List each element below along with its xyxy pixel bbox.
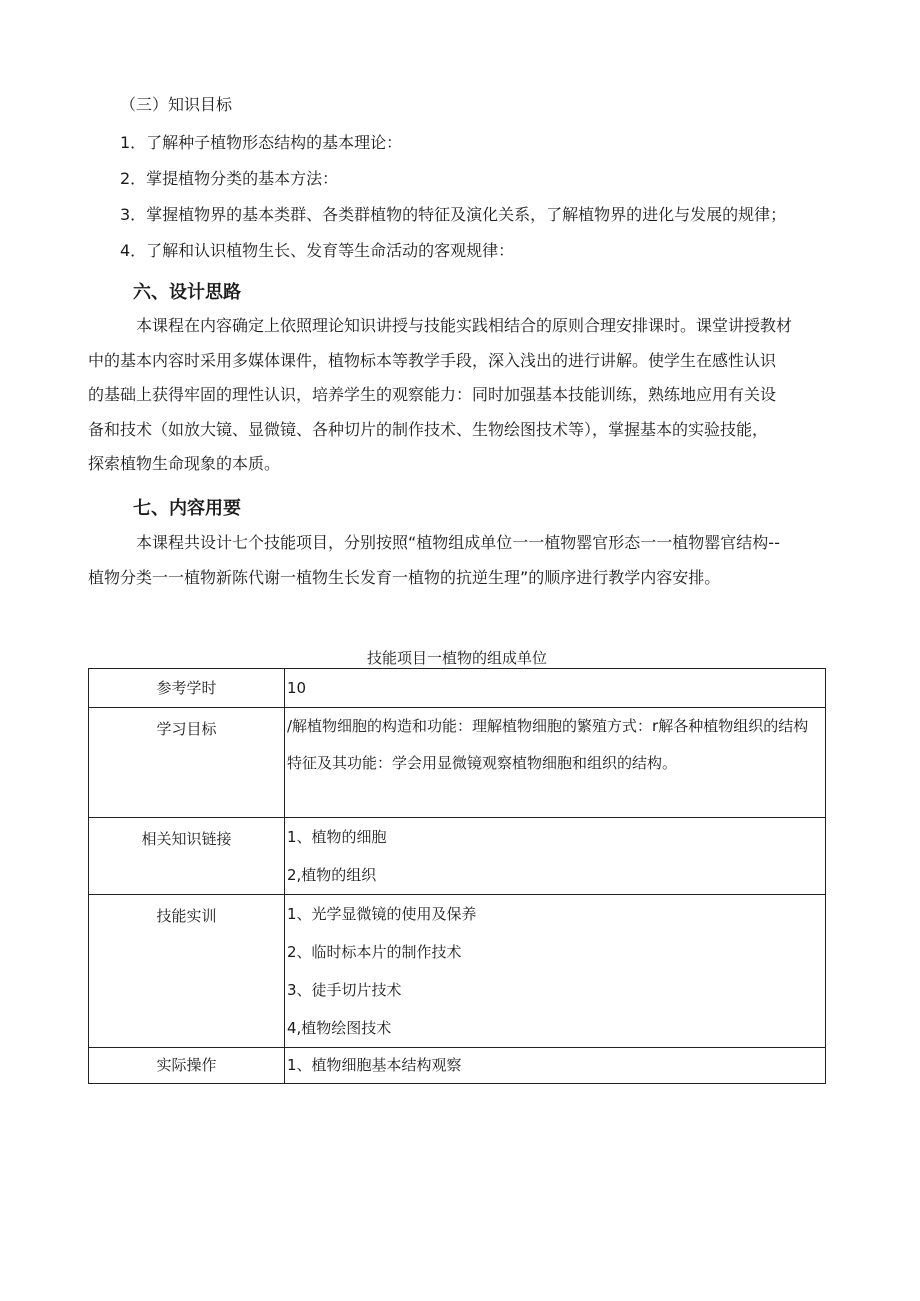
row-content xyxy=(285,708,826,818)
row-content xyxy=(285,669,826,708)
content-paragraph-line: 本课程共设计七个技能项目，分别按照“植物组成单位一一植物罂官形态一一植物罂官结构-- xyxy=(136,533,780,552)
table-row xyxy=(89,895,826,1048)
row-label: 相关知识链接 xyxy=(89,818,285,895)
row-label: 学习目标 xyxy=(89,708,285,818)
design-paragraph-line: 中的基本内容时采用多媒体课件，植物标本等教学手段，深入浅出的进行讲解。使学生在感性认识 xyxy=(88,350,777,370)
design-paragraph-line: 的基础上获得牢固的理性认识，培养学生的观察能力：同时加强基本技能训练，熟练地应用有关设 xyxy=(88,385,777,404)
section-heading-design: 六、设计思路 xyxy=(133,282,241,303)
content-paragraph-line: 植物分类一一植物新陈代谢一植物生长发育一植物的抗逆生理”的顺序进行教学内容安排。 xyxy=(88,567,721,587)
row-content xyxy=(285,818,826,895)
design-paragraph-line: 本课程在内容确定上依照理论知识讲授与技能实践相结合的原则合理安排课时。课堂讲授教材 xyxy=(136,316,793,335)
knowledge-goal-item: 4．了解和认识植物生长、发育等生命活动的客观规律： xyxy=(120,241,515,260)
row-content-line: 1、植物细胞基本结构观察 xyxy=(287,1056,462,1074)
row-label: 技能实训 xyxy=(89,895,285,1048)
skill-project-table xyxy=(88,668,826,1084)
row-content-text: /解植物细胞的构造和功能：理解植物细胞的繁殖方式：r解各种植物组织的结构特征及其功能：学会用显微镜观察植物细胞和组织的结构。 xyxy=(287,717,809,772)
row-content xyxy=(285,895,826,1048)
row-label: 参考学时 xyxy=(89,669,285,708)
row-content-line: 1、光学显微镜的使用及保养 xyxy=(287,905,477,923)
table-caption: 技能项目一植物的组成单位 xyxy=(366,649,547,667)
table-row xyxy=(89,818,826,895)
section-heading-content: 七、内容用要 xyxy=(133,498,241,519)
design-paragraph-line: 探索植物生命现象的本质。 xyxy=(88,454,281,473)
table-row xyxy=(89,708,826,818)
table-row xyxy=(89,1048,826,1084)
row-label: 实际操作 xyxy=(89,1048,285,1084)
row-content-line: 2、临时标本片的制作技术 xyxy=(287,943,462,961)
row-content-line: 1、植物的细胞 xyxy=(287,828,387,846)
row-content-line: 2,植物的组织 xyxy=(287,866,377,884)
row-content-line: 10 xyxy=(287,679,307,697)
row-content-line: 3、徒手切片技术 xyxy=(287,981,402,999)
design-paragraph xyxy=(88,309,840,482)
table-row xyxy=(89,669,826,708)
row-content-line: 4,植物绘图技术 xyxy=(287,1019,392,1037)
content-paragraph xyxy=(88,526,840,595)
knowledge-goals-heading: （三）知识目标 xyxy=(120,95,233,114)
knowledge-goal-item: 3．掌握植物界的基本类群、各类群植物的特征及演化关系，了解植物界的进化与发展的规律； xyxy=(120,205,787,224)
row-content xyxy=(285,1048,826,1084)
knowledge-goal-item: 2．掌提植物分类的基本方法： xyxy=(120,169,339,188)
design-paragraph-line: 备和技术（如放大镜、显微镜、各种切片的制作技术、生物绘图技术等），掌握基本的实验技能， xyxy=(88,419,769,439)
knowledge-goal-item: 1．了解种子植物形态结构的基本理论： xyxy=(120,133,403,152)
